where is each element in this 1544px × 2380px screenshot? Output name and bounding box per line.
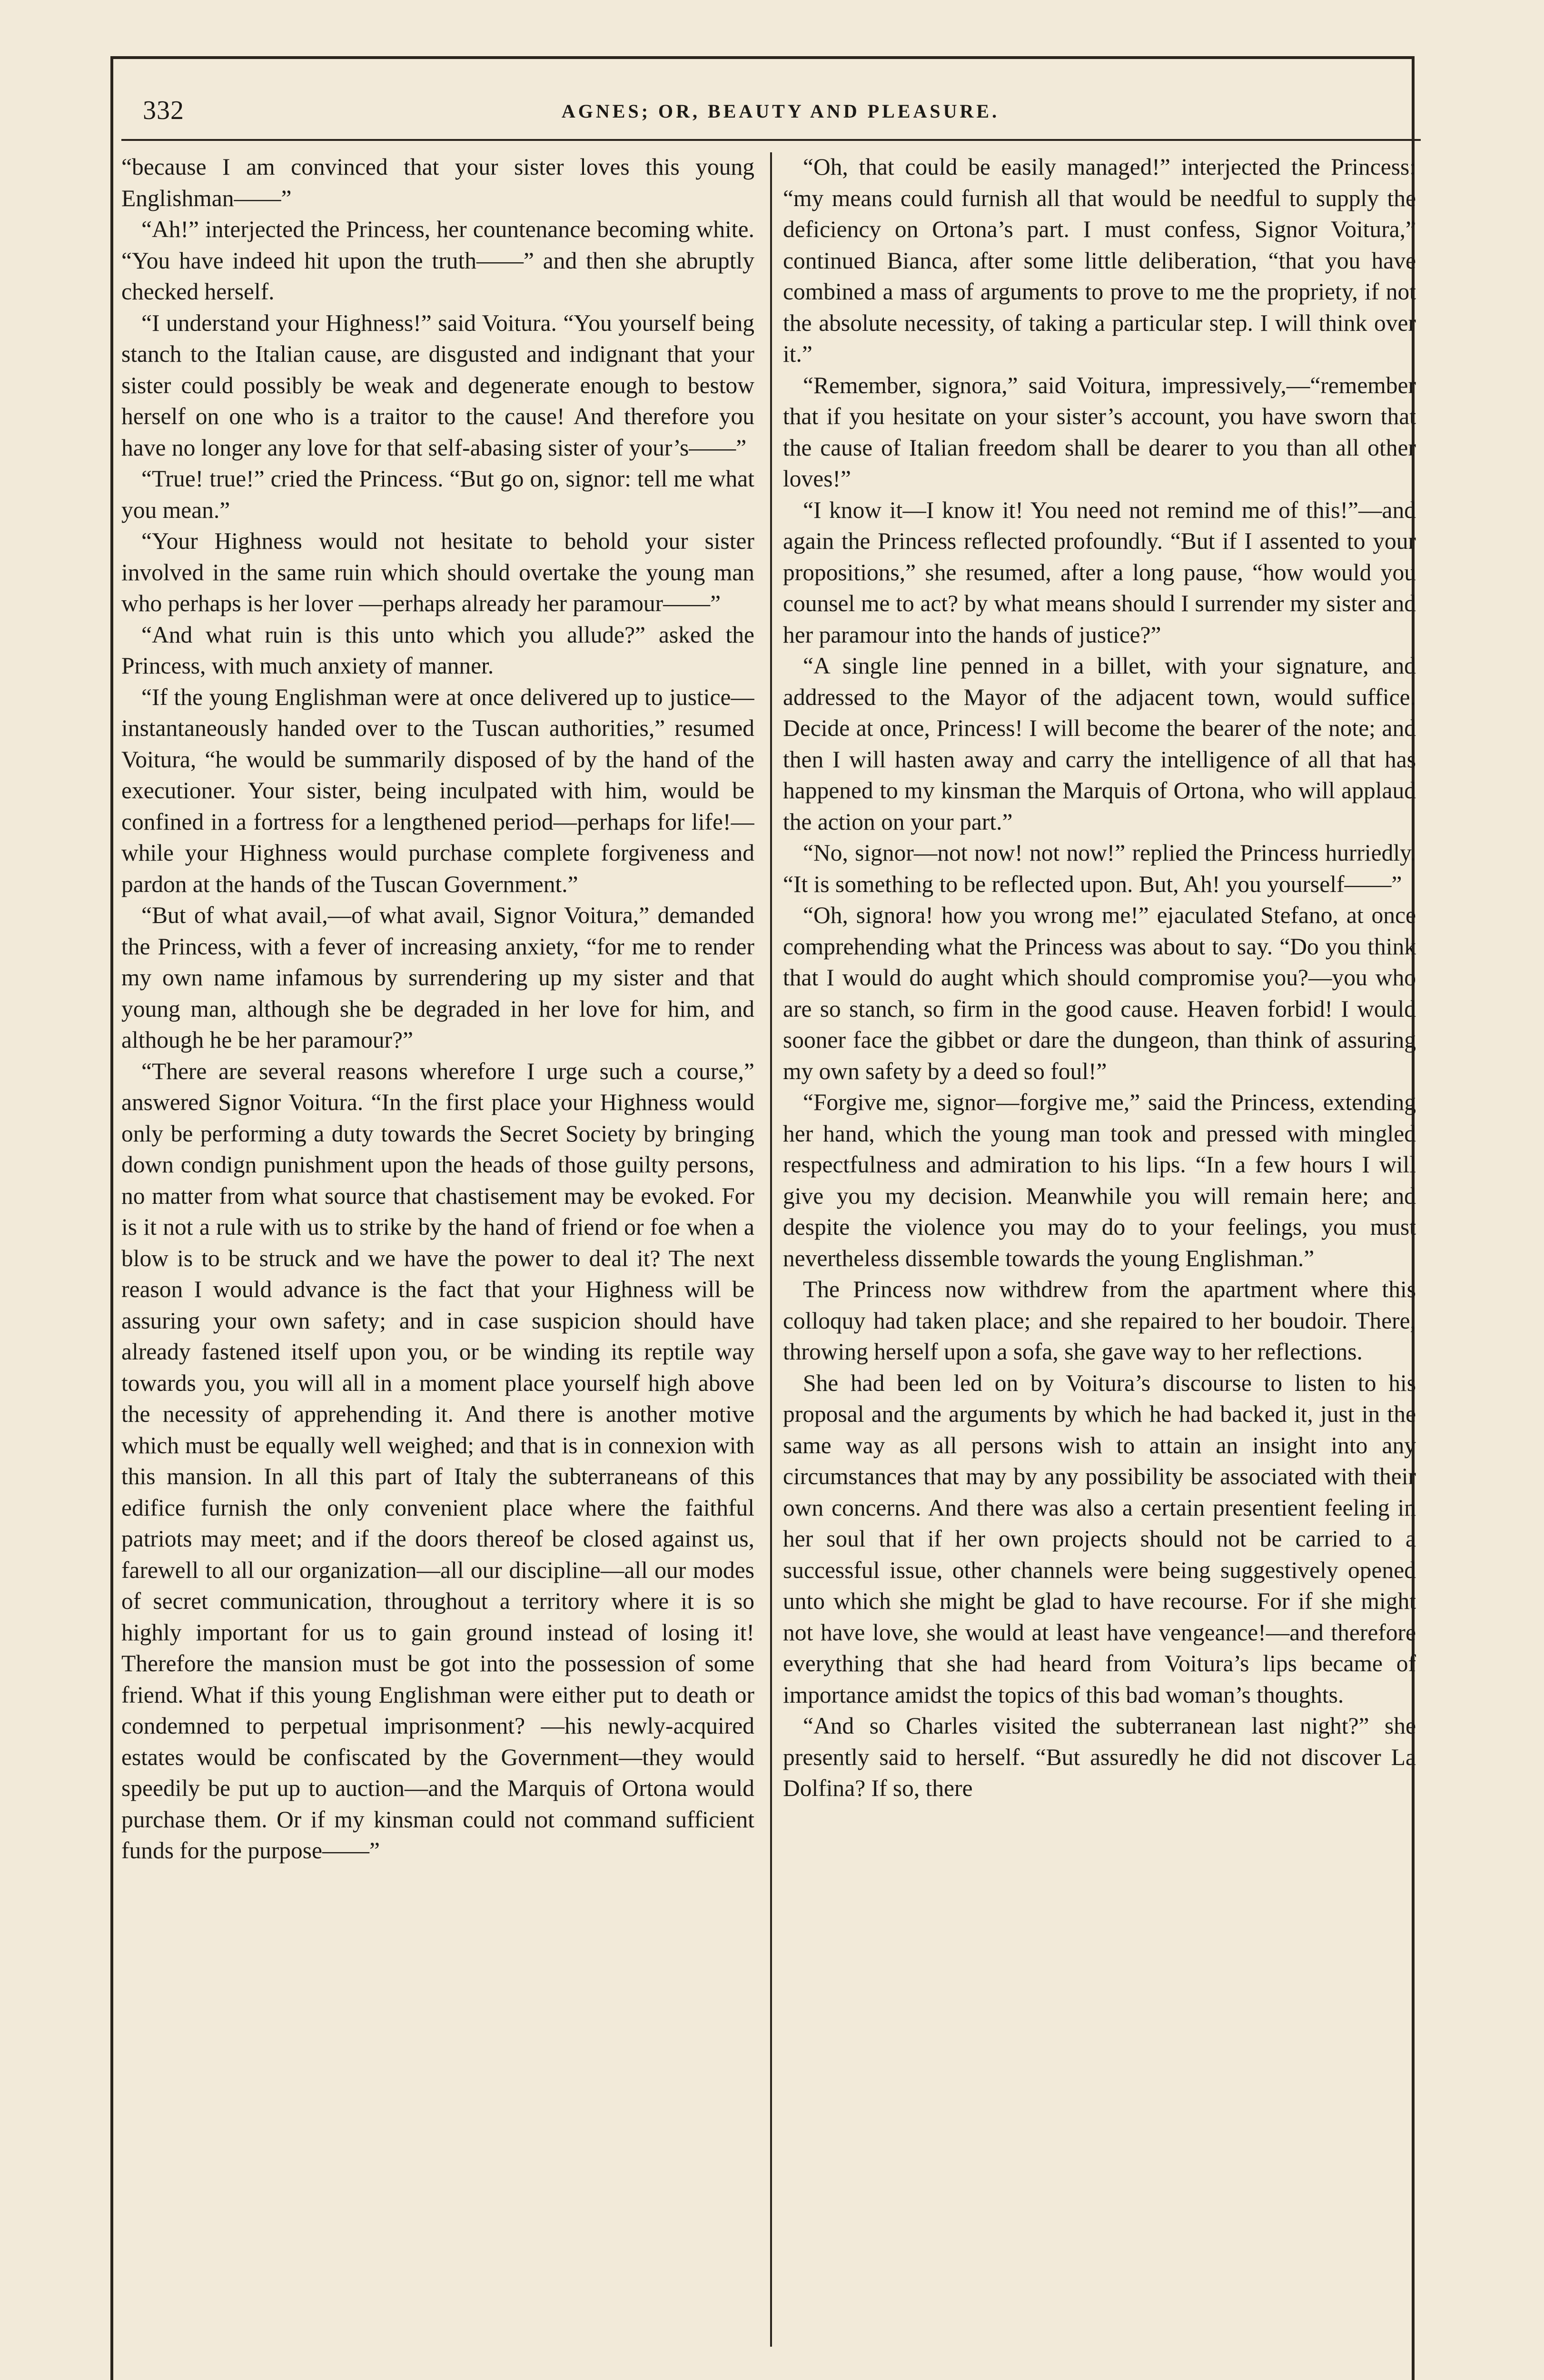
paragraph: “There are several reasons wherefore I urge such a course,” answered Signor Voitura. “In the first place your Highness would only be performing a duty towards the Secret Society by bringing down condign punishment upon the heads of those guilty persons, no matter from what source that chastisement may be evoked. For is it not a rule with us to strike by the hand of friend or foe when a blow is to be struck and we have the power to deal it? The next reason I would advance is the fact that your Highness will be assuring your own safety; and in case suspicion should have already fastened itself upon you, or be winding its reptile way towards you, you will all in a moment place yourself high above the necessity of apprehending it. And there is another motive which must be equally well weighed; and that is in connexion with this mansion. In all this part of Italy the subterraneans of this edifice furnish the only convenient place where the faithful patriots may meet; and if the doors thereof be closed against us, farewell to all our organization—all our discipline—all our modes of secret communication, throughout a territory where it is so highly important for us to gain ground instead of losing it! Therefore the mansion must be got into the possession of some friend. What if this young Englishman were either put to death or condemned to perpetual imprisonment? —his newly-acquired estates would be confiscated by the Government—they would speedily be put up to auction—and the Marquis of Ortona would purchase them. Or if my kinsman could not command sufficient funds for the purpose——”	[121, 1058, 754, 1864]
paragraph: “Remember, signora,” said Voitura, impressively,—“remember that if you hesitate on your sister’s account, you have sworn that the cause of Italian freedom shall be dearer to you than all other loves!”	[783, 372, 1416, 492]
paragraph: “If the young Englishman were at once delivered up to justice—instantaneously handed over to the Tuscan authorities,” resumed Voitura, “he would be summarily disposed of by the hand of the executioner. Your sister, being inculpated with him, would be confined in a fortress for a lengthened period—perhaps for life!—while your Highness would purchase complete forgiveness and pardon at the hands of the Tuscan Government.”	[121, 684, 754, 897]
paragraph: “A single line penned in a billet, with your signature, and addressed to the Mayor of the adjacent town, would suffice. Decide at once, Princess! I will become the bearer of the note; and then I will hasten away and carry the intelligence of all that has happened to my kinsman the Marquis of Ortona, who will applaud the action on your part.”	[783, 653, 1416, 835]
paragraph: She had been led on by Voitura’s discourse to listen to his proposal and the arguments by which he had backed it, just in the same way as all persons wish to attain an insight into any circumstances that may by any possibility be associated with their own concerns. And there was also a certain presentient feeling in her soul that if her own projects should not be carried to a successful issue, other channels were being suggestively opened unto which she might be glad to have recourse. For if she might not have love, she would at least have vengeance!—and therefore everything that she had heard from Voitura’s lips became of importance amidst the topics of this bad woman’s thoughts.	[783, 1369, 1416, 1708]
page-number: 332	[143, 96, 184, 125]
paragraph: The Princess now withdrew from the apartment where this colloquy had taken place; and she repaired to her boudoir. There, throwing herself upon a sofa, she gave way to her reflections.	[783, 1276, 1416, 1365]
paragraph: “But of what avail,—of what avail, Signor Voitura,” demanded the Princess, with a fever of increasing anxiety, “for me to render my own name infamous by surrendering up my sister and that young man, although she be degraded in her love for him, and although he be her paramour?”	[121, 902, 754, 1053]
running-title: AGNES; OR, BEAUTY AND PLEASURE.	[561, 100, 1000, 122]
paragraph: “Your Highness would not hesitate to behold your sister involved in the same ruin which should overtake the young man who perhaps is her lover —perhaps already her paramour——”	[121, 528, 754, 616]
left-column	[121, 151, 754, 2360]
paragraph: “Oh, signora! how you wrong me!” ejaculated Stefano, at once comprehending what the Princess was about to say. “Do you think that I would do aught which should compromise you?—you who are so stanch, so firm in the good cause. Heaven forbid! I would sooner face the gibbet or dare the dungeon, than think of assuring my own safety by a deed so foul!”	[783, 902, 1416, 1084]
paragraph: “No, signor—not now! not now!” replied the Princess hurriedly. “It is something to be reflected upon. But, Ah! you yourself——”	[783, 840, 1416, 897]
header-rule	[121, 139, 1421, 141]
paragraph: “Ah!” interjected the Princess, her countenance becoming white. “You have indeed hit upon the truth——” and then she abruptly checked herself.	[121, 216, 754, 305]
paragraph: “Oh, that could be easily managed!” interjected the Princess: “my means could furnish all that would be needful to supply the deficiency on Ortona’s part. I must confess, Signor Voitura,” continued Bianca, after some little deliberation, “that you have combined a mass of arguments to prove to me the propriety, if not the absolute necessity, of taking a particular step. I will think over it.”	[783, 154, 1416, 367]
paragraph: “Forgive me, signor—forgive me,” said the Princess, extending her hand, which the young man took and pressed with mingled respectfulness and admiration to his lips. “In a few hours I will give you my decision. Meanwhile you will remain here; and despite the violence you may do to your feelings, you must nevertheless dissemble towards the young Englishman.”	[783, 1089, 1416, 1271]
paragraph: “because I am convinced that your sister loves this young Englishman——”	[121, 154, 754, 211]
paragraph: “True! true!” cried the Princess. “But go on, signor: tell me what you mean.”	[121, 466, 754, 523]
page-header	[143, 95, 1418, 133]
right-column	[783, 151, 1416, 2360]
paragraph: “And so Charles visited the subterranean last night?” she presently said to herself. “But assuredly he did not discover La Dolfina? If so, there	[783, 1713, 1416, 1801]
paragraph: “And what ruin is this unto which you allude?” asked the Princess, with much anxiety of manner.	[121, 621, 754, 679]
paragraph: “I know it—I know it! You need not remind me of this!”—and again the Princess reflected profoundly. “But if I assented to your propositions,” she resumed, after a long pause, “how would you counsel me to act? by what means should I surrender my sister and her paramour into the hands of justice?”	[783, 496, 1416, 648]
paragraph: “I understand your Highness!” said Voitura. “You yourself being stanch to the Italian cause, are disgusted and indignant that your sister could possibly be weak and degenerate enough to bestow herself on one who is a traitor to the cause! And therefore you have no longer any love for that self-abasing sister of your’s——”	[121, 309, 754, 461]
column-rule	[770, 152, 772, 2347]
